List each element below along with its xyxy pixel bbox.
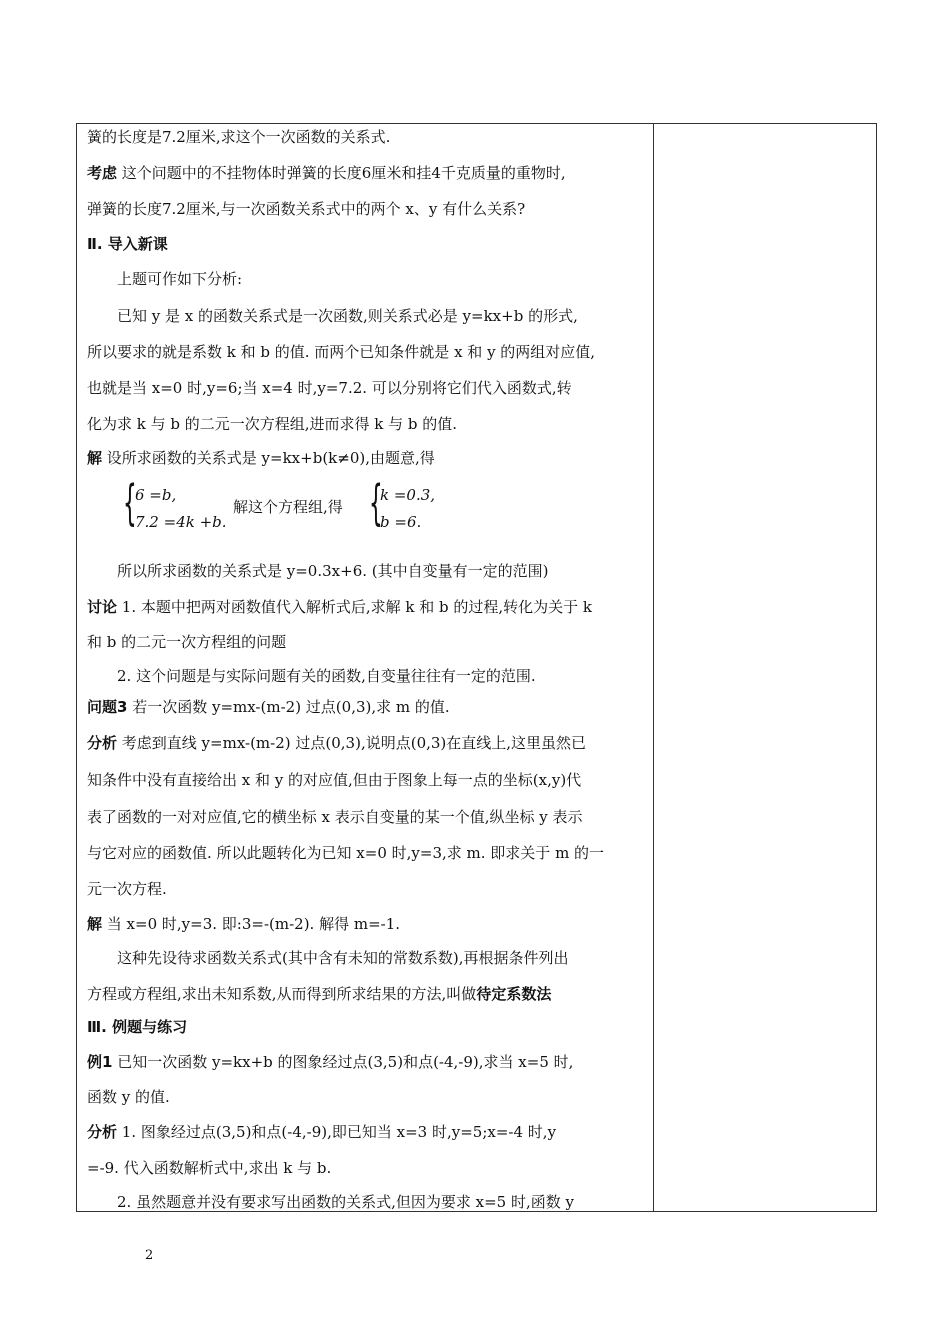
equation: k =0.3,: [380, 486, 436, 504]
text: 设所求函数的关系式是 y=kx+b(k≠0),由题意,得: [102, 449, 435, 467]
text-line: 簧的长度是7.2厘米,求这个一次函数的关系式.: [87, 128, 391, 146]
text-line: [87, 1122, 556, 1142]
text: 这个问题中的不挂物体时弹簧的长度6厘米和挂4千克质量的重物时,: [117, 164, 566, 182]
text-line: 2. 虽然题意并没有要求写出函数的关系式,但因为要求 x=5 时,函数 y: [117, 1193, 574, 1211]
equation: 7.2 =4k +b.: [135, 513, 227, 531]
text-line: [87, 914, 400, 934]
label-analysis: 分析: [87, 1123, 118, 1141]
text-line: [87, 1052, 573, 1072]
text-line: 上题可作如下分析:: [117, 270, 243, 288]
text-line: 这种先设待求函数关系式(其中含有未知的常数系数),再根据条件列出: [117, 949, 569, 967]
label-solution: 解: [87, 449, 103, 467]
text-line: 也就是当 x=0 时,y=6;当 x=4 时,y=7.2. 可以分别将它们代入函数式,转: [87, 379, 572, 397]
text: 当 x=0 时,y=3. 即:3=-(m-2). 解得 m=-1.: [102, 915, 401, 933]
text: 考虑到直线 y=mx-(m-2) 过点(0,3),说明点(0,3)在直线上,这里虽然已: [117, 734, 587, 752]
text: 若一次函数 y=mx-(m-2) 过点(0,3),求 m 的值.: [127, 698, 450, 716]
left-brace: {: [123, 475, 137, 531]
equation: 6 =b,: [135, 486, 177, 504]
text-line: [87, 697, 450, 717]
text-line: 弹簧的长度7.2厘米,与一次函数关系式中的两个 x、y 有什么关系?: [87, 200, 526, 218]
label-consider: 考虑: [87, 164, 118, 182]
text: 已知一次函数 y=kx+b 的图象经过点(3,5)和点(-4,-9),求当 x=5 时,: [112, 1053, 574, 1071]
section-heading: Ⅱ. 导入新课: [87, 235, 168, 253]
label-discuss: 讨论: [87, 598, 118, 616]
text-line: 和 b 的二元一次方程组的问题: [87, 633, 287, 651]
left-brace: {: [369, 475, 383, 531]
text-line: 元一次方程.: [87, 880, 167, 898]
section-heading: Ⅲ. 例题与练习: [87, 1018, 188, 1036]
text: 1. 本题中把两对函数值代入解析式后,求解 k 和 b 的过程,转化为关于 k: [117, 598, 593, 616]
text-line: 知条件中没有直接给出 x 和 y 的对应值,但由于图象上每一点的坐标(x,y)代: [87, 771, 582, 789]
label-analysis: 分析: [87, 734, 118, 752]
text-line: [87, 733, 586, 753]
page-number: 2: [145, 1248, 154, 1263]
text-line: 2. 这个问题是与实际问题有关的函数,自变量往往有一定的范围.: [117, 667, 536, 685]
text-line: 化为求 k 与 b 的二元一次方程组,进而求得 k 与 b 的值.: [87, 415, 458, 433]
table-column-divider: [653, 123, 654, 1212]
text-line: 所以要求的就是系数 k 和 b 的值. 而两个已知条件就是 x 和 y 的两组对应值,: [87, 343, 596, 361]
text-line: [87, 448, 435, 468]
text-line: [87, 984, 551, 1004]
text-line: 与它对应的函数值. 所以此题转化为已知 x=0 时,y=3,求 m. 即求关于 m 的一: [87, 844, 605, 862]
term-undetermined-coefficients: 待定系数法: [476, 985, 552, 1003]
text-line: 已知 y 是 x 的函数关系式是一次函数,则关系式必是 y=kx+b 的形式,: [117, 307, 578, 325]
text: 解这个方程组,得: [233, 498, 343, 516]
text: 1. 图象经过点(3,5)和点(-4,-9),即已知当 x=3 时,y=5;x=-4 时,y: [117, 1123, 557, 1141]
label-question: 问题3: [87, 698, 128, 716]
text-line: =-9. 代入函数解析式中,求出 k 与 b.: [87, 1159, 332, 1177]
label-example: 例1: [87, 1053, 113, 1071]
equation: b =6.: [380, 513, 422, 531]
text-line: 函数 y 的值.: [87, 1088, 170, 1106]
text-line: 所以所求函数的关系式是 y=0.3x+6. (其中自变量有一定的范围): [117, 562, 549, 580]
text-line: [87, 163, 566, 183]
label-solution: 解: [87, 915, 103, 933]
text-line: 表了函数的一对对应值,它的横坐标 x 表示自变量的某一个值,纵坐标 y 表示: [87, 808, 583, 826]
text-line: [87, 597, 592, 617]
text: 方程或方程组,求出未知系数,从而得到所求结果的方法,叫做: [87, 985, 477, 1003]
